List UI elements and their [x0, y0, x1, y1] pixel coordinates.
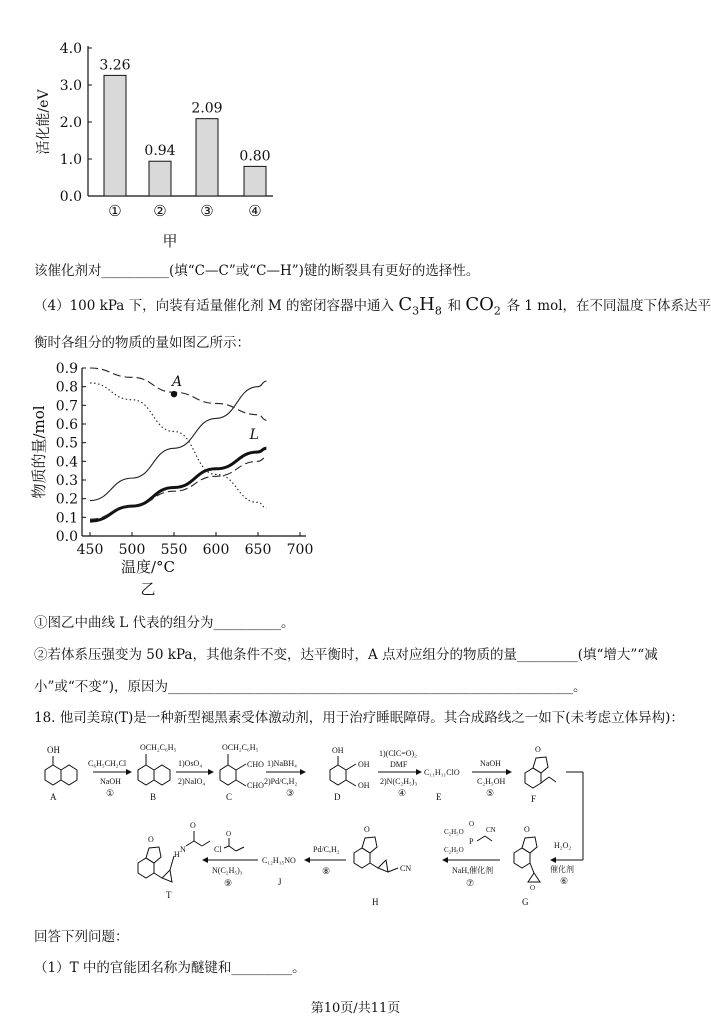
compound-j-formula: C₁₂H₁₅NO: [262, 856, 296, 865]
y-tick-label: 0.0: [55, 529, 78, 545]
svg-text:⑤: ⑤: [486, 788, 495, 798]
y-tick-label: 2.0: [59, 115, 82, 131]
svg-text:2)Pd/C,H₂: 2)Pd/C,H₂: [264, 777, 298, 786]
y-axis-label: 物质的量/mol: [30, 405, 48, 499]
svg-text:1)NaBH₄: 1)NaBH₄: [267, 759, 297, 768]
y-tick-label: 0.3: [55, 473, 78, 489]
x-tick-label: 600: [202, 542, 230, 558]
svg-text:C₂H₅O: C₂H₅O: [444, 828, 464, 836]
svg-text:①: ①: [106, 788, 115, 798]
y-tick-label: 1.0: [59, 152, 82, 168]
compound-d-structure: [330, 746, 370, 802]
svg-text:O: O: [524, 825, 530, 834]
chart-caption: 甲: [162, 232, 178, 250]
question-4-text-b: 和: [447, 298, 462, 314]
question-4-text-c: 各 1 mol，在不同温度下体系达平: [506, 298, 711, 314]
svg-text:B: B: [150, 792, 157, 802]
question-4-text-a: （4）100 kPa 下，向装有适量催化剂 M 的密闭容器中通入: [34, 298, 395, 314]
svg-text:DMF: DMF: [390, 760, 408, 769]
svg-text:J: J: [278, 877, 282, 887]
question-4-continuation: 衡时各组分的物质的量如图乙所示：: [34, 335, 250, 351]
y-tick-label: 0.0: [59, 189, 82, 205]
svg-text:O: O: [226, 830, 232, 838]
y-tick-label: 0.4: [55, 454, 78, 471]
y-tick-label: 3.0: [59, 78, 82, 94]
svg-text:Cl: Cl: [214, 845, 222, 854]
equilibrium-amount-line-chart: [30, 360, 330, 600]
svg-text:H: H: [174, 850, 180, 859]
x-tick-label: 450: [76, 542, 104, 558]
activation-energy-bar-chart: [30, 36, 280, 252]
compound-f-structure: [525, 745, 556, 804]
svg-text:OH: OH: [47, 745, 60, 755]
y-tick-label: 0.7: [55, 398, 78, 415]
series-falling-dotted: [90, 383, 266, 508]
compound-g-structure: [514, 825, 540, 907]
svg-text:C₂H₅OH: C₂H₅OH: [477, 777, 506, 786]
svg-text:H₂O₂: H₂O₂: [554, 841, 572, 850]
svg-text:⑧: ⑧: [322, 866, 331, 876]
bar: [244, 166, 266, 196]
compound-c-structure: [220, 743, 264, 802]
svg-text:C: C: [226, 792, 233, 802]
svg-text:O: O: [190, 821, 196, 830]
svg-text:⑨: ⑨: [224, 878, 233, 888]
svg-text:H: H: [372, 897, 379, 907]
bar: [149, 161, 171, 196]
svg-text:OH: OH: [358, 781, 370, 790]
curve-l-label: L: [249, 426, 259, 443]
svg-text:OH: OH: [332, 746, 344, 755]
selectivity-question: 该催化剂对__________(填“C—C”或“C—H”)键的断裂具有更好的选择性。: [34, 263, 480, 279]
svg-text:OH: OH: [358, 760, 370, 769]
question-4-part-2-b: 小”或“不变”)，原因为____________________________________________________________。: [34, 679, 587, 695]
page-footer: 第10页/共11页: [310, 1001, 401, 1016]
svg-text:OCH₂C₆H₅: OCH₂C₆H₅: [222, 743, 259, 752]
svg-text:NaOH: NaOH: [100, 777, 121, 786]
svg-text:CHO: CHO: [247, 760, 264, 769]
question-4-part-2-a: ②若体系压强变为 50 kPa，其他条件不变，达平衡时，A 点对应组分的物质的量_________(填“增大”“减: [34, 647, 658, 663]
x-axis-label: 温度/°C: [120, 558, 176, 576]
bar: [196, 119, 218, 196]
y-tick-label: 0.6: [55, 417, 78, 433]
question-18-part-1: （1）T 中的官能团名称为醚键和_________。: [34, 960, 306, 976]
svg-text:CHO: CHO: [247, 781, 264, 790]
svg-text:1)OsO₄: 1)OsO₄: [178, 759, 203, 768]
svg-text:NaOH: NaOH: [480, 759, 501, 768]
svg-text:A: A: [50, 792, 57, 802]
y-tick-label: 0.2: [55, 491, 78, 508]
svg-text:CN: CN: [400, 864, 412, 873]
y-tick-label: 0.5: [55, 435, 78, 452]
x-tick-label: ④: [248, 202, 262, 220]
y-tick-label: 4.0: [59, 41, 82, 57]
bar: [104, 75, 126, 196]
bar-value-label: 2.09: [191, 100, 223, 117]
bar-value-label: 3.26: [99, 57, 131, 74]
svg-text:D: D: [334, 792, 341, 802]
svg-text:O: O: [364, 825, 370, 834]
formula-c3h8: $C_3H_8$: [398, 294, 442, 318]
svg-text:催化剂: 催化剂: [550, 865, 574, 874]
x-tick-label: 500: [118, 542, 146, 558]
chart-caption: 乙: [140, 580, 156, 598]
svg-text:N(C₂H₅)₃: N(C₂H₅)₃: [212, 866, 243, 875]
question-18-intro: 18. 他司美琼(T)是一种新型褪黑素受体激动剂，用于治疗睡眠障碍。其合成路线之一如下(未考虑立体异构)：: [34, 710, 684, 726]
compound-e-formula: C₁₁H₁₁ClO: [424, 768, 460, 777]
svg-text:Pd/C,H₂: Pd/C,H₂: [313, 845, 340, 854]
svg-text:OCH₂C₆H₅: OCH₂C₆H₅: [140, 743, 177, 752]
bar-value-label: 0.94: [144, 143, 176, 160]
y-axis-label: 活化能/eV: [36, 89, 52, 155]
svg-text:O: O: [469, 820, 475, 828]
formula-co2: $CO_2$: [465, 294, 501, 318]
question-4-intro: [34, 294, 711, 318]
svg-text:O: O: [535, 745, 541, 754]
svg-text:③: ③: [286, 788, 295, 798]
svg-text:NaH,催化剂: NaH,催化剂: [452, 866, 494, 875]
svg-text:O: O: [148, 835, 154, 844]
compound-h-structure: [354, 825, 411, 907]
svg-text:N: N: [180, 845, 186, 854]
compound-t-structure: [138, 821, 210, 900]
svg-text:⑦: ⑦: [466, 878, 475, 888]
x-tick-label: ③: [200, 202, 214, 220]
x-tick-label: ②: [153, 202, 167, 220]
svg-text:G: G: [522, 897, 529, 907]
svg-text:CN: CN: [486, 826, 496, 834]
svg-text:2)N(C₂H₅)₃: 2)N(C₂H₅)₃: [380, 777, 418, 786]
bar-value-label: 0.80: [239, 148, 271, 165]
svg-text:O: O: [530, 884, 536, 892]
y-tick-label: 0.8: [55, 379, 78, 396]
svg-text:1)(ClC=O)₂: 1)(ClC=O)₂: [379, 749, 417, 758]
svg-text:⑥: ⑥: [560, 876, 569, 886]
synthesis-route-scheme: [28, 730, 688, 915]
x-tick-label: 650: [244, 542, 272, 558]
x-tick-label: 550: [160, 542, 188, 558]
point-a-marker: [171, 391, 177, 397]
answer-prompt: 回答下列问题：: [34, 929, 129, 945]
compound-a-structure: [45, 745, 77, 802]
svg-text:E: E: [436, 792, 442, 802]
point-a-label: A: [172, 374, 183, 391]
x-tick-label: 700: [286, 542, 314, 558]
svg-text:2)NaIO₄: 2)NaIO₄: [178, 777, 206, 786]
svg-text:T: T: [166, 890, 172, 900]
x-tick-label: ①: [108, 202, 122, 220]
svg-text:④: ④: [398, 788, 407, 798]
svg-text:F: F: [531, 794, 537, 804]
compound-b-structure: [138, 743, 177, 802]
svg-text:C₂H₅O: C₂H₅O: [444, 846, 464, 854]
y-tick-label: 0.1: [55, 510, 78, 527]
svg-text:P: P: [469, 837, 474, 846]
svg-text:C₆H₅CH₂Cl: C₆H₅CH₂Cl: [88, 759, 127, 768]
question-4-part-1: ①图乙中曲线 L 代表的组分为__________。: [34, 615, 295, 631]
series-rising-thin: [90, 381, 266, 500]
y-tick-label: 0.9: [55, 361, 78, 377]
